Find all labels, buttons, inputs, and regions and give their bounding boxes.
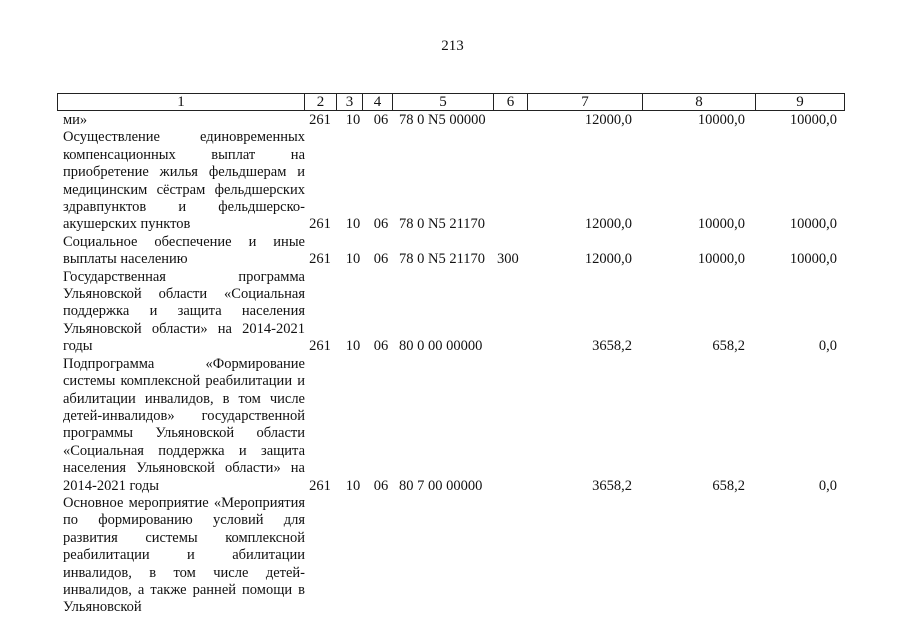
row-subsection: 06: [373, 216, 389, 233]
column-header-table: [57, 93, 845, 111]
row-amount-year3: 10000,0: [789, 216, 837, 233]
column-header-4: 4: [363, 94, 393, 111]
row-amount-year2: 658,2: [712, 338, 745, 355]
row-amount-year2: 10000,0: [697, 112, 745, 128]
row-subsection: 06: [373, 251, 389, 268]
table-row: [57, 269, 841, 356]
row-expense-type: 300: [497, 251, 519, 268]
row-description: Основное мероприятие «Мероприятия по формированию условий для развития системы комплексной реабилитации и абилитации инвалидов, в том числе детей-инвалидов, а также ранней помощи в Ульяновской: [63, 494, 305, 616]
row-description: Подпрограмма «Формирование системы комплексной реабилитации и абилитации инвалидов, в том числе детей-инвалидов» государственной программы Ульяновской области «Социальная поддержка и защита населения Ульяновской области» на 2014-2021 годы: [63, 355, 305, 494]
row-amount-year1: 3658,2: [592, 477, 632, 494]
row-target-article: 78 0 N5 21170: [399, 251, 486, 268]
row-amount-year2: 658,2: [712, 477, 745, 494]
row-section: 10: [345, 477, 361, 494]
row-amount-year1: 12000,0: [584, 251, 632, 268]
table-row: [57, 356, 841, 495]
row-subsection: 06: [373, 338, 389, 355]
row-section: 10: [345, 112, 361, 128]
table-body: [57, 112, 841, 617]
page-number: 213: [441, 38, 464, 54]
column-header-9: 9: [756, 94, 845, 111]
row-amount-year3: 0,0: [818, 477, 837, 494]
column-header-7: 7: [528, 94, 643, 111]
row-target-article: 80 7 00 00000: [399, 477, 483, 494]
row-amount-year2: 10000,0: [697, 251, 745, 268]
row-amount-year3: 10000,0: [789, 251, 837, 268]
row-subsection: 06: [373, 477, 389, 494]
column-header-8: 8: [643, 94, 756, 111]
row-grbs: 261: [309, 112, 331, 128]
column-header-5: 5: [393, 94, 494, 111]
table-row: [57, 112, 841, 129]
column-header-6: 6: [494, 94, 528, 111]
row-subsection: 06: [373, 112, 389, 128]
row-section: 10: [345, 251, 361, 268]
row-grbs: 261: [309, 477, 331, 494]
column-header-1: 1: [58, 94, 305, 111]
row-amount-year3: 0,0: [818, 338, 837, 355]
column-header-3: 3: [337, 94, 363, 111]
row-description: Осуществление единовременных компенсационных выплат на приобретение жилья фельдшерам и медицинским сёстрам фельдшерских здравпунктов и фельдшерско-акушерских пунктов: [63, 129, 305, 233]
row-amount-year1: 12000,0: [584, 216, 632, 233]
column-header-row: [58, 94, 845, 111]
row-section: 10: [345, 338, 361, 355]
table-row: [57, 129, 841, 233]
row-target-article: 78 0 N5 21170: [399, 216, 486, 233]
table-row: [57, 495, 841, 617]
row-target-article: 80 0 00 00000: [399, 338, 483, 355]
row-amount-year1: 3658,2: [592, 338, 632, 355]
row-description: Социальное обеспечение и иные выплаты населению: [63, 233, 305, 268]
column-header-2: 2: [305, 94, 337, 111]
row-amount-year3: 10000,0: [789, 112, 837, 128]
row-section: 10: [345, 216, 361, 233]
row-description: ми»: [63, 112, 88, 128]
row-grbs: 261: [309, 338, 331, 355]
row-description: Государственная программа Ульяновской области «Социальная поддержка и защита населения Ульяновской области» на 2014-2021 годы: [63, 268, 305, 355]
row-grbs: 261: [309, 251, 331, 268]
row-grbs: 261: [309, 216, 331, 233]
table-row: [57, 234, 841, 269]
row-amount-year2: 10000,0: [697, 216, 745, 233]
row-amount-year1: 12000,0: [584, 112, 632, 128]
row-target-article: 78 0 N5 00000: [399, 112, 486, 128]
